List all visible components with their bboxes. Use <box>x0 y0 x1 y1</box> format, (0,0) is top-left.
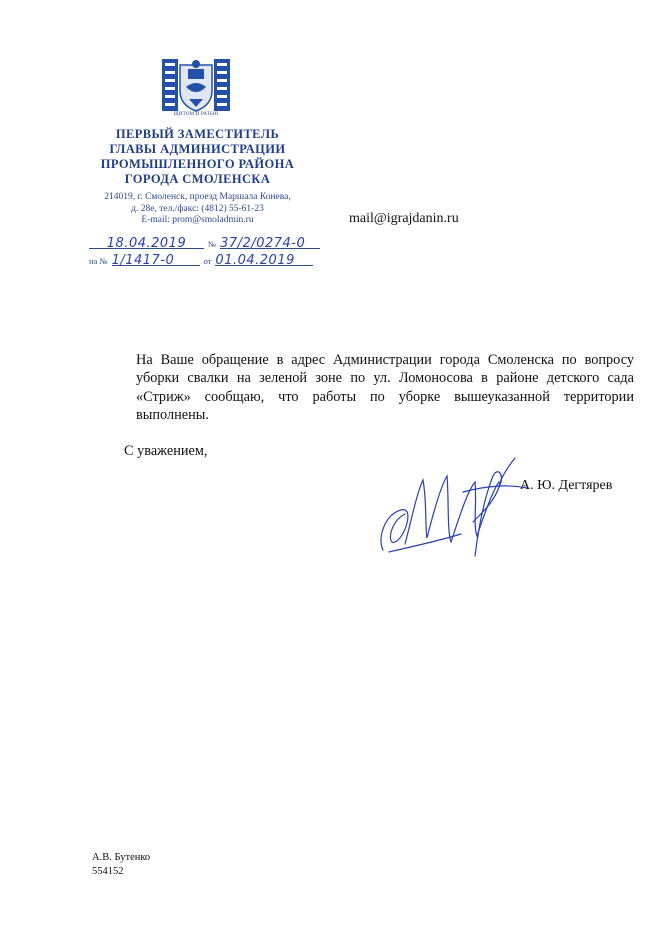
registration-date: 18.04.2019 <box>106 236 187 251</box>
reference-date: 01.04.2019 <box>215 253 295 268</box>
reference-number: 1/1417-0 <box>111 253 175 268</box>
executor-phone: 554152 <box>92 866 124 877</box>
registration-line <box>89 234 324 252</box>
recipient-email: mail@igrajdanin.ru <box>349 211 459 226</box>
org-line: ГОРОДА СМОЛЕНСКА <box>124 172 271 186</box>
registration-number: 37/2/0274-0 <box>220 236 306 251</box>
body-paragraph: На Ваше обращение в адрес Администрации города Смоленска по вопросу уборки свалки на зеленой зоне по ул. Ломоносова в районе детского сада «Стриж» сообщаю, что работы по уборке вышеуказанной территории выполнены. <box>136 352 634 424</box>
executor-name: А.В. Бутенко <box>92 852 151 863</box>
number-label: № <box>208 239 217 249</box>
handwritten-signature <box>375 452 535 564</box>
org-line: ГЛАВЫ АДМИНИСТРАЦИИ <box>109 142 286 156</box>
address-line: д. 28е, тел./факс: (4812) 55-61-23 <box>131 203 264 214</box>
letter-body <box>114 351 634 425</box>
reference-line <box>89 251 324 269</box>
organization-title <box>70 127 325 187</box>
reference-label: на № <box>89 256 108 266</box>
signer-name: А. Ю. Дегтярев <box>520 478 613 493</box>
closing-phrase: С уважением, <box>124 443 208 459</box>
address-line: 214019, г. Смоленск, проезд Маршала Конева, <box>104 192 291 202</box>
emblem-motto: ЩИТОМ И РАТЬЮ <box>173 112 219 117</box>
org-line: ПРОМЫШЛЕННОГО РАЙОНА <box>100 157 295 171</box>
org-line: ПЕРВЫЙ ЗАМЕСТИТЕЛЬ <box>115 127 280 141</box>
organization-address <box>70 192 325 227</box>
coat-of-arms-icon <box>158 55 234 115</box>
address-line: E-mail: prom@smoladmin.ru <box>141 215 254 225</box>
from-label: от <box>203 256 212 266</box>
